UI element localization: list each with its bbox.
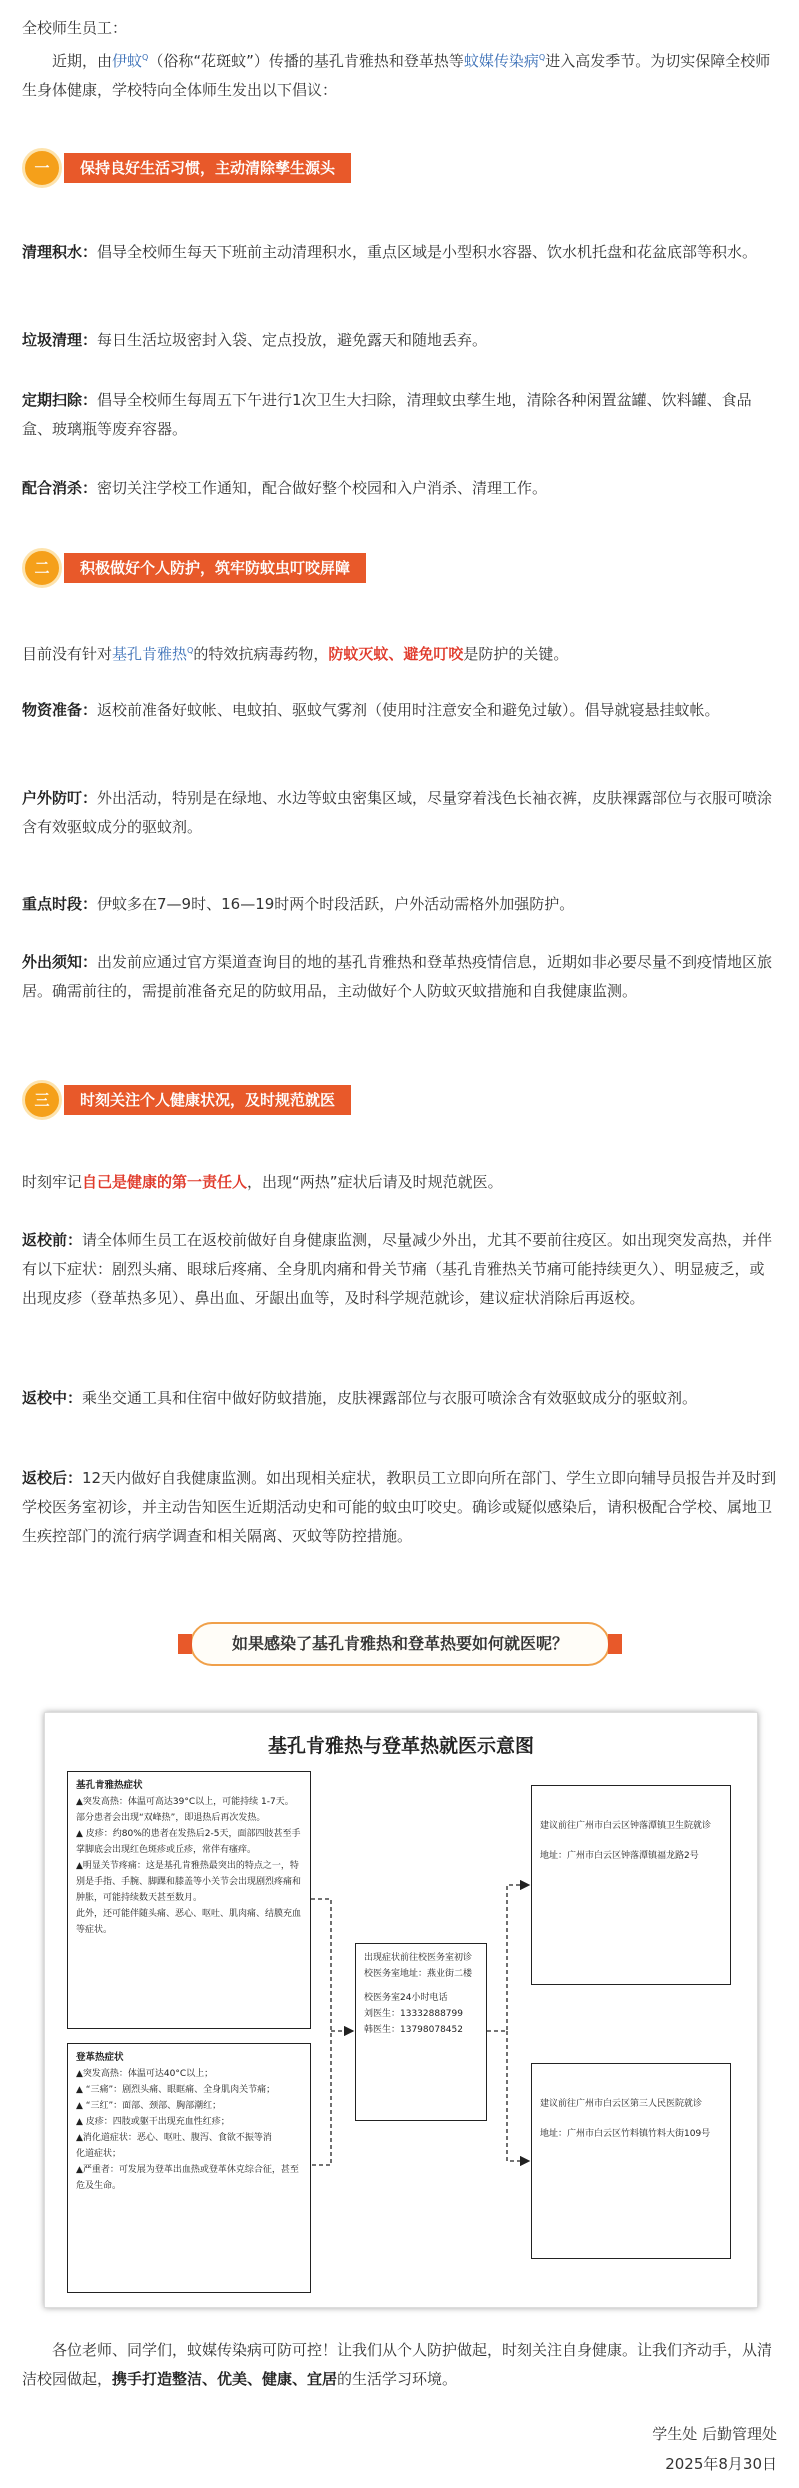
greeting: 全校师生员工：	[22, 19, 128, 37]
box-heading: 登革热症状	[76, 2052, 124, 2063]
section-2-item: 外出须知：出发前应通过官方渠道查询目的地的基孔肯雅热和登革热疫情信息，近期如非必要尽量不到疫情地区旅居。确需前往的，需提前准备充足的防蚊用品，主动做好个人防蚊灭蚊措施和自我健康监测。	[22, 953, 773, 1000]
link-mosquito-disease[interactable]: 蚊媒传染病	[463, 52, 539, 70]
arrow-to-hospital-2	[507, 2031, 529, 2161]
search-icon: Q	[538, 53, 546, 62]
search-icon: Q	[187, 646, 194, 655]
intro-paragraph	[22, 43, 777, 105]
box-heading: 基孔肯雅热症状	[76, 1780, 143, 1791]
dengue-symptoms-box: 登革热症状 ▲突发高热：体温可达40°C以上； ▲ “三痛”：剧烈头痛、眼眶痛、全身肌肉关节痛； ▲ “三红”：面部、颈部、胸部潮红； ▲ 皮疹：四肢或躯干出现充血性红疹； ▲消化道症状：恶心、呕吐、腹泻、食欲不振等消 化道症状； ▲严重者：可发展为登革出血热或登革休克综合征，甚至危及生命。	[67, 2043, 311, 2293]
section-title: 积极做好个人防护，筑牢防蚊虫叮咬屏障	[64, 553, 366, 583]
connector-symptoms	[311, 1899, 331, 2165]
arrow-to-hospital-1	[487, 1885, 529, 2031]
signature-org: 学生处 后勤管理处	[652, 2425, 777, 2443]
section-2-lead: 目前没有针对基孔肯雅热$^Q$的特效抗病毒药物，防蚊灭蚊、避免叮咬是防护的关键。	[22, 645, 569, 663]
section-2-item: 物资准备：返校前准备好蚊帐、电蚊拍、驱蚊气雾剂（使用时注意安全和避免过敏）。倡导就寝悬挂蚊帐。	[22, 701, 720, 719]
section-3-item: 返校中：乘坐交通工具和住宿中做好防蚊措施，皮肤裸露部位与衣服可喷涂含有效驱蚊成分的驱蚊剂。	[22, 1389, 698, 1407]
question-banner	[190, 1622, 610, 1666]
section-3-item: 返校前：请全体师生员工在返校前做好自身健康监测，尽量减少外出，尤其不要前往疫区。如出现突发高热，并伴有以下症状：剧烈头痛、眼球后疼痛、全身肌肉痛和骨关节痛（基孔肯雅热关节痛可能持续更久）、明显疲乏，或出现皮疹（登革热多见）、鼻出血、牙龈出血等，及时科学规范就诊，建议症状消除后再返校。	[22, 1231, 773, 1307]
section-1-item: 垃圾清理：每日生活垃圾密封入袋、定点投放，避免露天和随地丢弃。	[22, 331, 488, 349]
section-3-lead: 时刻牢记自己是健康的第一责任人，出现“两热”症状后请及时规范就医。	[22, 1173, 503, 1191]
intro-text-1: 近期，由	[52, 52, 113, 70]
section-3-item: 返校后：12天内做好自我健康监测。如出现相关症状，教职员工立即向所在部门、学生立即向辅导员报告并及时到学校医务室初诊，并主动告知医生近期活动史和可能的蚊虫叮咬史。确诊或疑似感染后，请积极配合学校、属地卫生疾控部门的流行病学调查和相关隔离、灭蚊等防控措施。	[22, 1469, 777, 1545]
section-1-item: 清理积水：倡导全校师生每天下班前主动清理积水，重点区域是小型积水容器、饮水机托盘和花盆底部等积水。	[22, 243, 758, 261]
medical-flow-diagram	[44, 1712, 758, 2308]
diagram-connectors	[45, 1713, 757, 2307]
intro-text-2: （俗称“花斑蚊”）传播的基孔肯雅热和登革热等	[148, 52, 464, 70]
section-2-item: 重点时段：伊蚊多在7—9时、16—19时两个时段活跃，户外活动需格外加强防护。	[22, 895, 575, 913]
section-title: 保持良好生活习惯，主动清除孳生源头	[64, 153, 351, 183]
link-chikungunya[interactable]: 基孔肯雅热	[112, 645, 188, 663]
section-title: 时刻关注个人健康状况，及时规范就医	[64, 1085, 351, 1115]
banner-tab-right	[608, 1634, 622, 1654]
school-clinic-box: 出现症状前往校医务室初诊 校医务室地址：燕业街二楼 校医务室24小时电话 刘医生：13332888799 韩医生：13798078452	[355, 1943, 487, 2121]
closing-paragraph: 各位老师、同学们，蚊媒传染病可防可控！让我们从个人防护做起，时刻关注自身健康。让我们齐动手，从清洁校园做起，携手打造整洁、优美、健康、宜居的生活学习环境。	[22, 2341, 773, 2388]
banner-text: 如果感染了基孔肯雅热和登革热要如何就医呢？	[231, 1634, 568, 1653]
link-aedes[interactable]: 伊蚊	[112, 52, 143, 70]
section-1-item: 定期扫除：倡导全校师生每周五下午进行1次卫生大扫除，清理蚊虫孳生地，清除各种闲置盆罐、饮料罐、食品盒、玻璃瓶等废弃容器。	[22, 391, 752, 438]
section-1-item: 配合消杀：密切关注学校工作通知，配合做好整个校园和入户消杀、清理工作。	[22, 479, 548, 497]
search-icon: Q	[142, 53, 149, 62]
section-number-badge: 二	[22, 548, 62, 588]
signature-date: 2025年8月30日	[665, 2455, 777, 2473]
hospital-2-box: 建议前往广州市白云区第三人民医院就诊 地址：广州市白云区竹料镇竹料大街109号	[531, 2063, 731, 2259]
section-2-item: 户外防叮：外出活动，特别是在绿地、水边等蚊虫密集区域，尽量穿着浅色长袖衣裤，皮肤裸露部位与衣服可喷涂含有效驱蚊成分的驱蚊剂。	[22, 789, 773, 836]
section-number-badge: 一	[22, 148, 62, 188]
chikungunya-symptoms-box: 基孔肯雅热症状 ▲突发高热：体温可高达39°C以上，可能持续 1-7天。部分患者会出现“双峰热”，即退热后再次发热。 ▲ 皮疹：约80%的患者在发热后2-5天，面部四肢甚至手掌脚底会出现红色斑疹或丘疹，常伴有瘙痒。 ▲明显关节疼痛：这是基孔肯雅热最突出的特点之一，特别是手指、手腕、脚踝和膝盖等小关节会出现剧烈疼痛和肿胀，可能持续数天甚至数月。 此外，还可能伴随头痛、恶心、呕吐、肌肉痛、结膜充血等症状。	[67, 1771, 311, 2029]
hospital-1-box: 建议前往广州市白云区钟落潭镇卫生院就诊 地址：广州市白云区钟落潭镇福龙路2号	[531, 1785, 731, 1985]
diagram-title: 基孔肯雅热与登革热就医示意图	[267, 1735, 534, 1757]
banner-tab-left	[178, 1634, 192, 1654]
section-number-badge: 三	[22, 1080, 62, 1120]
intro-text-3: 进入高发季节。为切实保障全校师生身体健康，学校特向全体师生发出以下倡议：	[22, 52, 771, 99]
